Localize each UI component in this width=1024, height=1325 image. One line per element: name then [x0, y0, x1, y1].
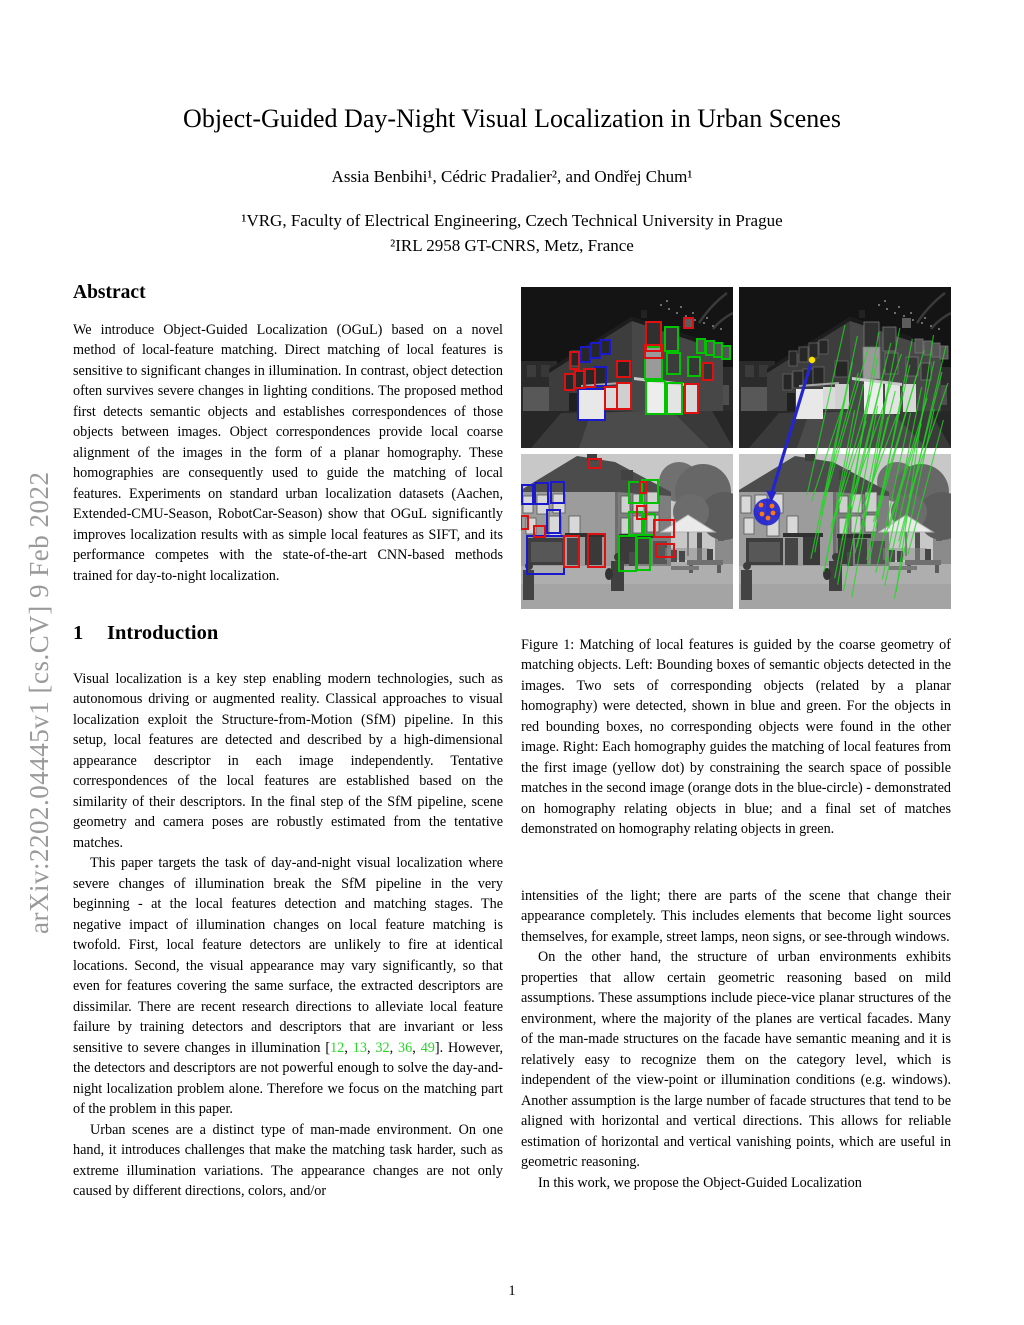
paper-authors: Assia Benbihi¹, Cédric Pradalier², and Ondřej Chum¹	[331, 167, 693, 186]
paper-affiliations	[0, 208, 1024, 258]
right-paragraph-1: intensities of the light; there are parts of the scene that change their appearance completely. This includes elements that become light sources themselves, for example, street lamps, neon signs, or see-through windows.	[521, 887, 951, 945]
figure-1	[521, 287, 951, 840]
paper-title: Object-Guided Day-Night Visual Localization in Urban Scenes	[183, 104, 841, 133]
text-segment: ,	[344, 1039, 353, 1056]
citation-link[interactable]: 12	[330, 1039, 345, 1056]
introduction-heading	[73, 623, 503, 644]
right-column	[521, 276, 951, 1193]
blue-search-circle	[754, 499, 781, 526]
section-number: 1	[73, 622, 84, 644]
left-column	[73, 283, 503, 1202]
citation-link[interactable]: 36	[398, 1039, 413, 1056]
text-segment: ,	[412, 1039, 421, 1056]
panel-night-boxes	[521, 287, 733, 448]
abstract-heading: Abstract	[73, 282, 146, 303]
yellow-query-dot	[809, 357, 815, 363]
affiliation-1: ¹VRG, Faculty of Electrical Engineering, Czech Technical University in Prague	[241, 211, 783, 230]
text-segment: ]. However, the detectors and descriptors are not powerful enough to solve the day-and-night localization problem alone. Therefore we focus on the matching part of the problem in this paper.	[73, 1039, 504, 1117]
intro-paragraph-1: Visual localization is a key step enabling modern technologies, such as autonomous driving or augmented reality. Classical approaches to visual localization exploit the Structure-from-Motion (SfM) pipeline. In this setup, local features are detected and described by a high-dimensional appearance descriptor in each image independently. Tentative correspondences of the local features are established based on the similarity of their descriptors. In the final step of the SfM pipeline, scene geometry and camera poses are robustly estimated from the tentative matches.	[73, 670, 503, 851]
right-paragraph-2: On the other hand, the structure of urban environments exhibits properties that allow certain geometric reasoning based on mild assumptions. These assumptions include piece-vice planar structures of the environment, where the majority of the planes are vertical facades. Many of the man-made structures on the facade have semantic meaning and it is relatively easy to recognize them on the category level, which is independent of the view-point or illumination conditions (e.g. windows). Another assumption is the large number of facade structures that tend to be aligned with horizontal and vertical directions. This allows for reliable estimation of horizontal and vertical vanishing points, which are useful in geometric reasoning.	[521, 949, 951, 1170]
intro-paragraph-3: Urban scenes are a distinct type of man-made environment. On one hand, it introduces challenges that make the matching task harder, such as extreme illumination variations. The appearance changes are not only caused by different directions, colors, and/or	[73, 1121, 503, 1199]
figure-1-caption: Figure 1: Matching of local features is guided by the coarse geometry of matching objects. Left: Bounding boxes of semantic objects detected in the images. Two sets of corresponding objects (related by a planar homography) were detected, shown in blue and green. For the objects in red bounding boxes, no corresponding objects were found in the other image. Right: Each homography guides the matching of local features from the first image (yellow dot) by constraining the search space of possible matches in the second image (orange dots in the blue-circle) - demonstrated on homography relating objects in blue; and a final set of matches demonstrated on homography relating objects in green.	[521, 636, 951, 837]
text-segment: ,	[389, 1039, 399, 1056]
text-segment: This paper targets the task of day-and-night visual localization where severe changes of illumination break the SfM pipeline in the very beginning - at the local features detection and matching stages. The negative impact of illumination changes on local feature matching is twofold. First, local feature detectors are unlikely to fire at identical locations. Second, the visual appearance may vary significantly, so that even for features covering the same surface, the extracted descriptors are dissimilar. There are recent research directions to alleviate local feature failure by training detectors and descriptors that are invariant or less sensitive to severe changes in illumination [	[73, 855, 503, 1056]
figure-1-image	[521, 287, 951, 609]
page-number: 1	[508, 1283, 516, 1299]
citation-link[interactable]: 49	[420, 1039, 435, 1056]
panel-day-boxes	[521, 454, 748, 609]
text-segment: ,	[366, 1039, 376, 1056]
intro-paragraph-2	[73, 853, 503, 1120]
citation-link[interactable]: 13	[352, 1039, 367, 1056]
abstract-text: We introduce Object-Guided Localization (OGuL) based on a novel method of local-feature matching. Direct matching of local features is sensitive to significant changes in illumination. In contrast, object detection often survives severe changes in lighting conditions. The proposed method first detects semantic objects and establishes correspondences of those objects between images. Object correspondences provide local coarse alignment of the images in the form of a planar homography. These homographies are consequently used to guide the matching of local features. Experiments on standard urban localization datasets (Aachen, Extended-CMU-Season, RobotCar-Season) show that OGuL significantly improves localization results with as simple local features as SIFT, and its performance competes with the state-of-the-art CNN-based methods trained for day-to-night localization.	[73, 321, 503, 584]
citation-link[interactable]: 32	[375, 1039, 390, 1056]
section-title: Introduction	[107, 622, 219, 644]
affiliation-2: ²IRL 2958 GT-CNRS, Metz, France	[390, 236, 634, 255]
right-paragraph-3: In this work, we propose the Object-Guided Localization	[538, 1174, 862, 1191]
arxiv-watermark: arXiv:2202.04445v1 [cs.CV] 9 Feb 2022	[24, 471, 54, 934]
